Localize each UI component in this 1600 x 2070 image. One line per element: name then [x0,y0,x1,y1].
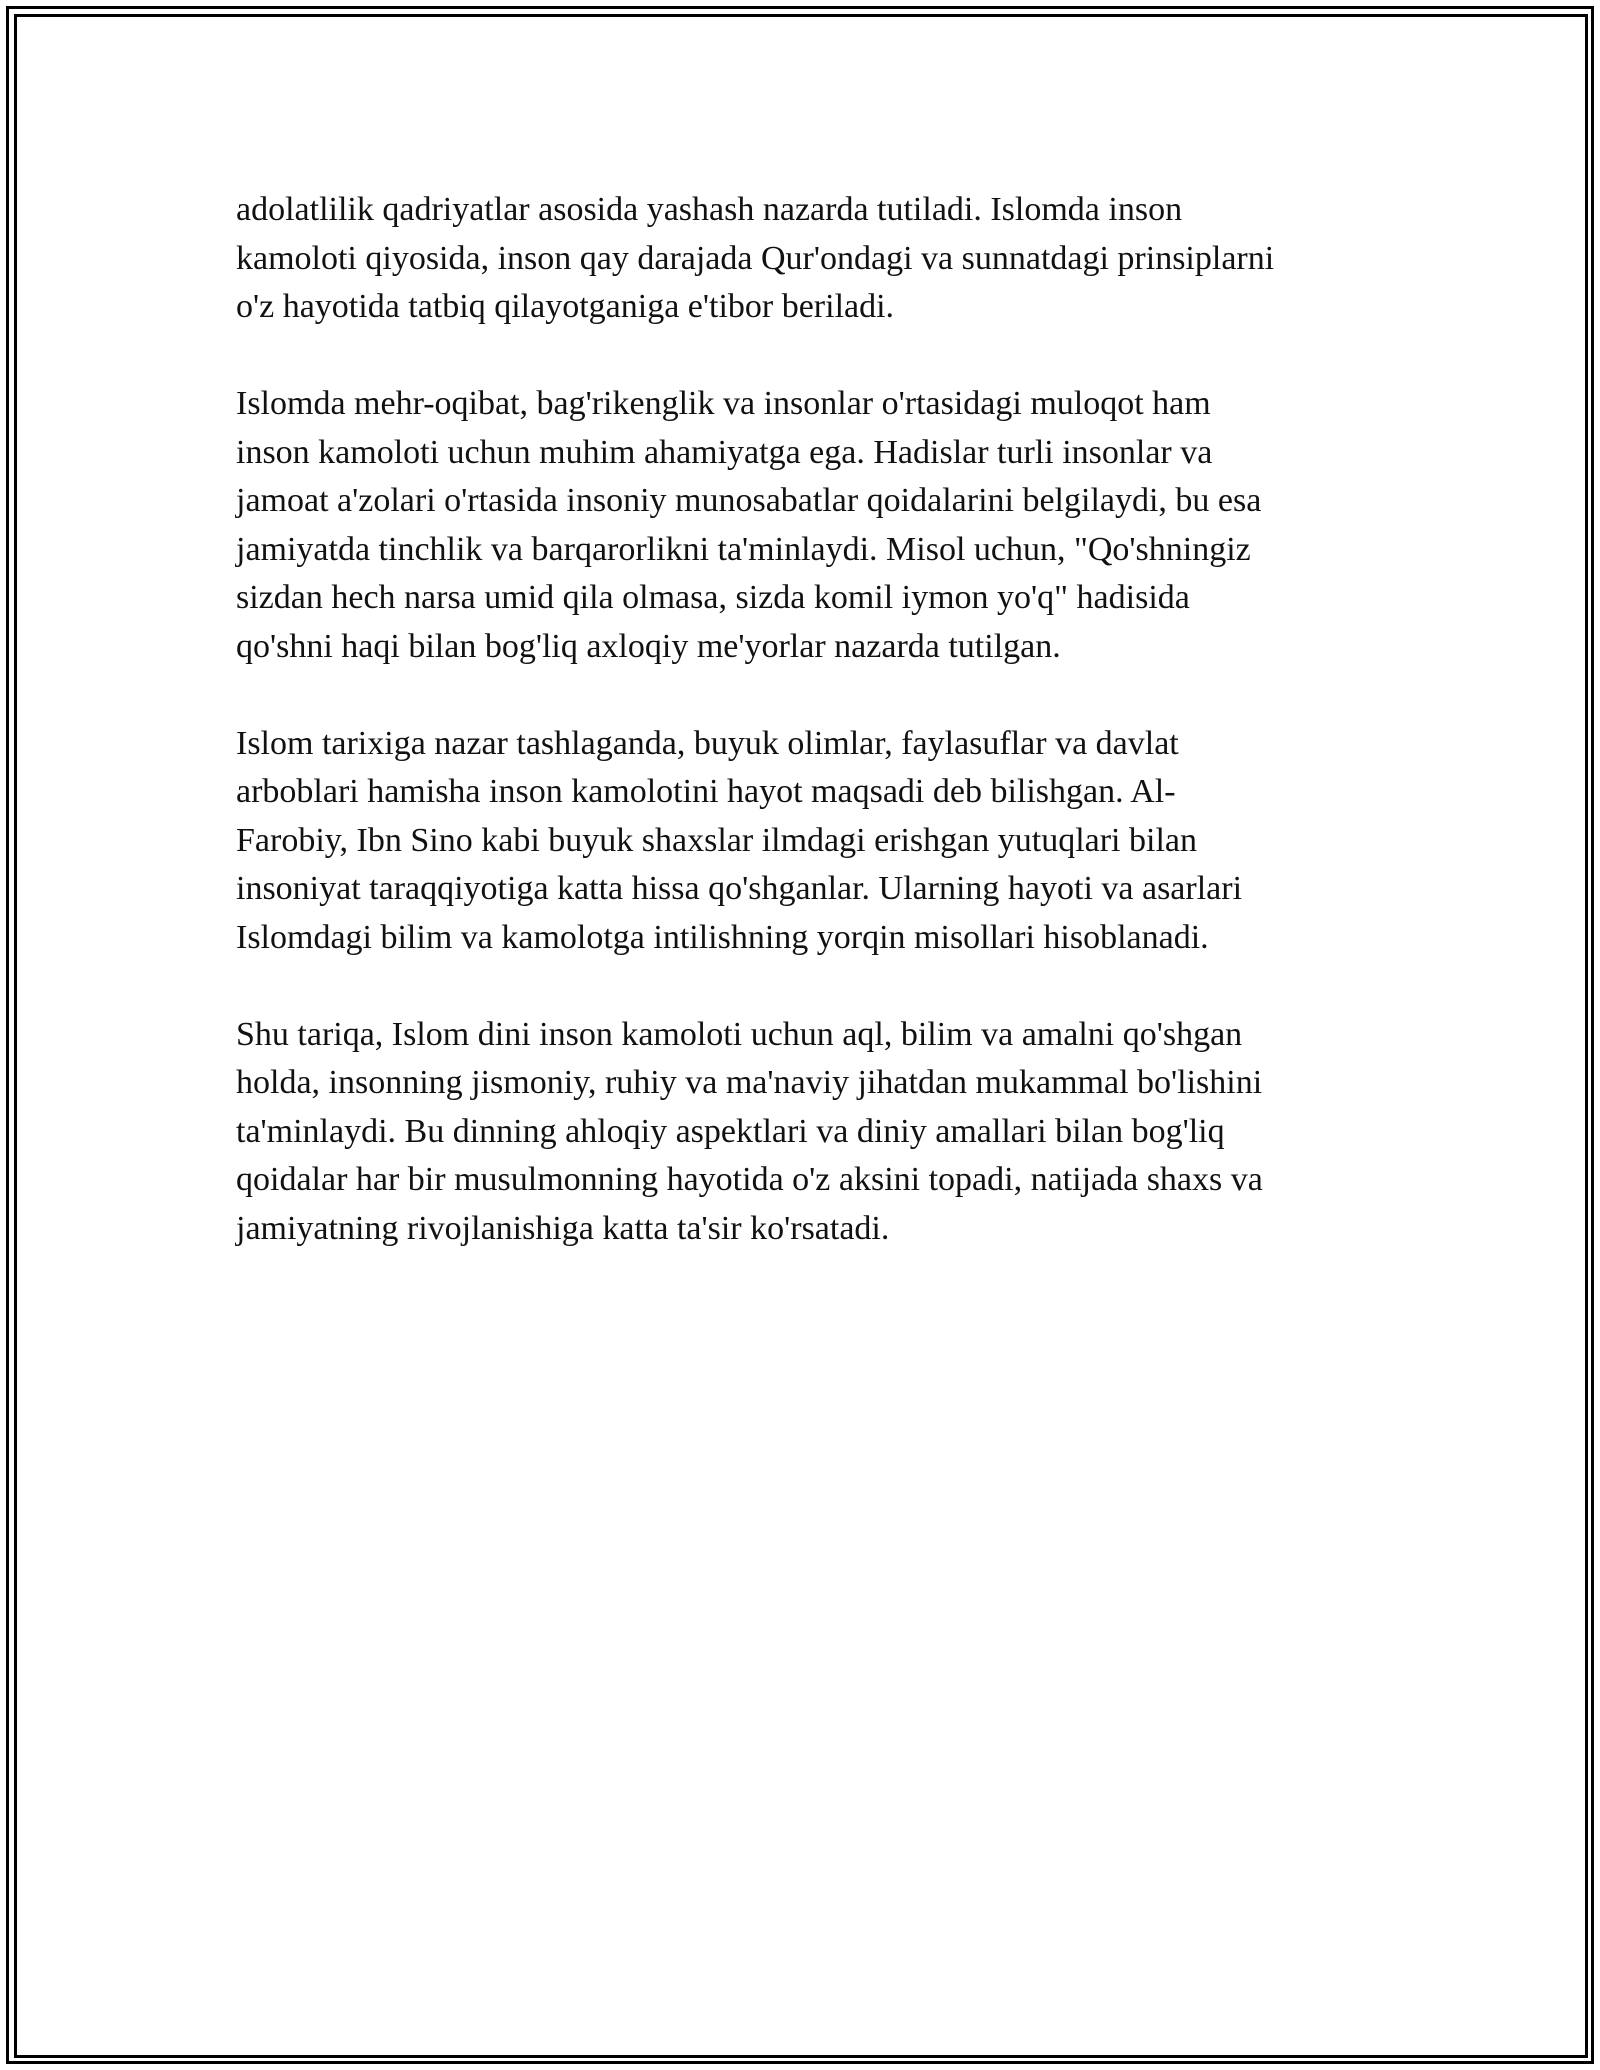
text-line: adolatlilik qadriyatlar asosida yashash nazarda tutiladi. Islomda inson [236,191,1183,228]
text-line: qoidalar har bir musulmonning hayotida o'z aksini topadi, natijada shaxs va [236,1161,1263,1198]
text-line: o'z hayotida tatbiq qilayotganiga e'tibor beriladi. [236,288,895,325]
text-line: holda, insonning jismoniy, ruhiy va ma'naviy jihatdan mukammal bo'lishini [236,1064,1263,1101]
text-line: Farobiy, Ibn Sino kabi buyuk shaxslar ilmdagi erishgan yutuqlari bilan [236,821,1197,859]
paragraph-3 [236,720,1376,963]
text-line: jamoat a'zolari o'rtasida insoniy munosabatlar qoidalarini belgilaydi, bu esa [236,482,1262,519]
text-line: insoniyat taraqqiyotiga katta hissa qo'shganlar. Ularning hayoti va asarlari [236,870,1243,907]
text-line: ta'minlaydi. Bu dinning ahloqiy aspektlari va diniy amallari bilan bog'liq [236,1112,1225,1150]
text-line: Shu tariqa, Islom dini inson kamoloti uchun aql, bilim va amalni qo'shgan [236,1015,1243,1053]
text-line: Islomda mehr-oqibat, bag'rikenglik va insonlar o'rtasidagi muloqot ham [236,385,1211,422]
document-body [236,186,1376,1302]
text-line: arboblari hamisha inson kamolotini hayot maqsadi deb bilishgan. Al- [236,773,1176,810]
text-line: Islomdagi bilim va kamolotga intilishning yorqin misollari hisoblanadi. [236,918,1209,956]
text-line: qo'shni haqi bilan bog'liq axloqiy me'yorlar nazarda tutilgan. [236,627,1061,665]
text-line: inson kamoloti uchun muhim ahamiyatga ega. Hadislar turli insonlar va [236,433,1213,471]
paragraph-1 [236,186,1376,332]
text-line: Islom tarixiga nazar tashlaganda, buyuk olimlar, faylasuflar va davlat [236,724,1179,762]
text-line: jamiyatning rivojlanishiga katta ta'sir ko'rsatadi. [236,1209,890,1247]
text-line: jamiyatda tinchlik va barqarorlikni ta'minlaydi. Misol uchun, "Qo'shningiz [236,530,1251,568]
paragraph-2 [236,380,1376,671]
text-line: sizdan hech narsa umid qila olmasa, sizda komil iymon yo'q" hadisida [236,579,1190,616]
paragraph-4 [236,1011,1376,1254]
text-line: kamoloti qiyosida, inson qay darajada Qur'ondagi va sunnatdagi prinsiplarni [236,239,1275,277]
